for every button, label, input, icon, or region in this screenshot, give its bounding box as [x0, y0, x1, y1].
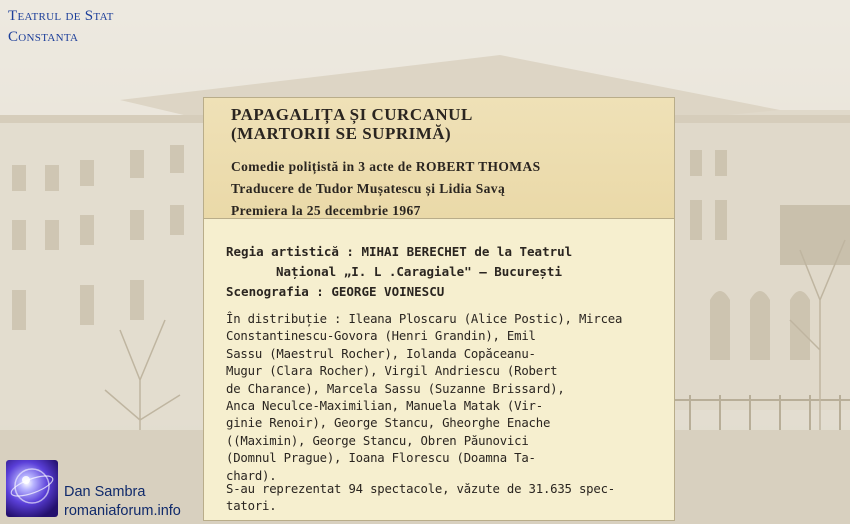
cast-line: Mugur (Clara Rocher), Virgil Andriescu (Robert — [226, 364, 558, 379]
play-genre-author: Comedie polițistă in 3 acte de ROBERT THOMAS — [231, 159, 541, 174]
cast-line: ((Maximin), George Stancu, Obren Păunovici — [226, 433, 529, 448]
cast-line: Sassu (Maestrul Rocher), Iolanda Copăceanu- — [226, 346, 536, 361]
credit-site: romaniaforum.info — [64, 503, 181, 519]
cast-line: de Charance), Marcela Sassu (Suzanne Brissard), — [226, 381, 565, 396]
cast-line: Anca Neculce-Maximilian, Manuela Matak (Vir- — [226, 399, 543, 414]
play-title-line2: (MARTORII SE SUPRIMĂ) — [231, 124, 452, 143]
globe-icon — [6, 460, 58, 517]
play-title-line1: PAPAGALIȚA ȘI CURCANUL — [231, 105, 473, 124]
scenography-line: Scenografia : GEORGE VOINESCU — [226, 284, 445, 299]
cast-line: În distribuție : Ileana Ploscaru (Alice Postic), Mircea — [226, 312, 623, 326]
director-line: Regia artistică : MIHAI BERECHET de la Teatrul — [226, 244, 573, 259]
performance-stats — [226, 481, 666, 516]
play-translation: Traducere de Tudor Mușatescu și Lidia Savą — [231, 181, 506, 196]
theatre-title — [8, 6, 114, 48]
play-premiere: Premiera la 25 decembrie 1967 — [231, 203, 421, 218]
romaniaforum-logo-icon — [6, 460, 58, 517]
cast-line: Constantinescu-Govora (Henri Grandin), Emil — [226, 329, 536, 344]
poster-header-panel — [203, 97, 675, 219]
cast-line: (Domnul Prague), Ioana Florescu (Doamna Ta- — [226, 451, 536, 466]
stats-line: tatori. — [226, 499, 277, 514]
director-theatre-line: Național „I. L .Caragiale" — București — [276, 264, 562, 279]
cast-line: ginie Renoir), George Stancu, Gheorghe Enache — [226, 416, 551, 431]
stats-line: S-au reprezentat 94 spectacole, văzute de 31.635 spec- — [226, 482, 615, 496]
cast-line: chard). — [226, 468, 277, 483]
credit-author: Dan Sambra — [64, 484, 146, 500]
play-title — [231, 105, 473, 143]
theatre-title-line2: Constanta — [8, 29, 79, 45]
cast-block — [226, 311, 666, 485]
theatre-title-line1: Teatrul de Stat — [8, 8, 114, 24]
credits-block — [226, 242, 572, 302]
photo-credit — [64, 483, 181, 521]
play-info — [231, 156, 541, 222]
poster-details-panel — [203, 219, 675, 521]
